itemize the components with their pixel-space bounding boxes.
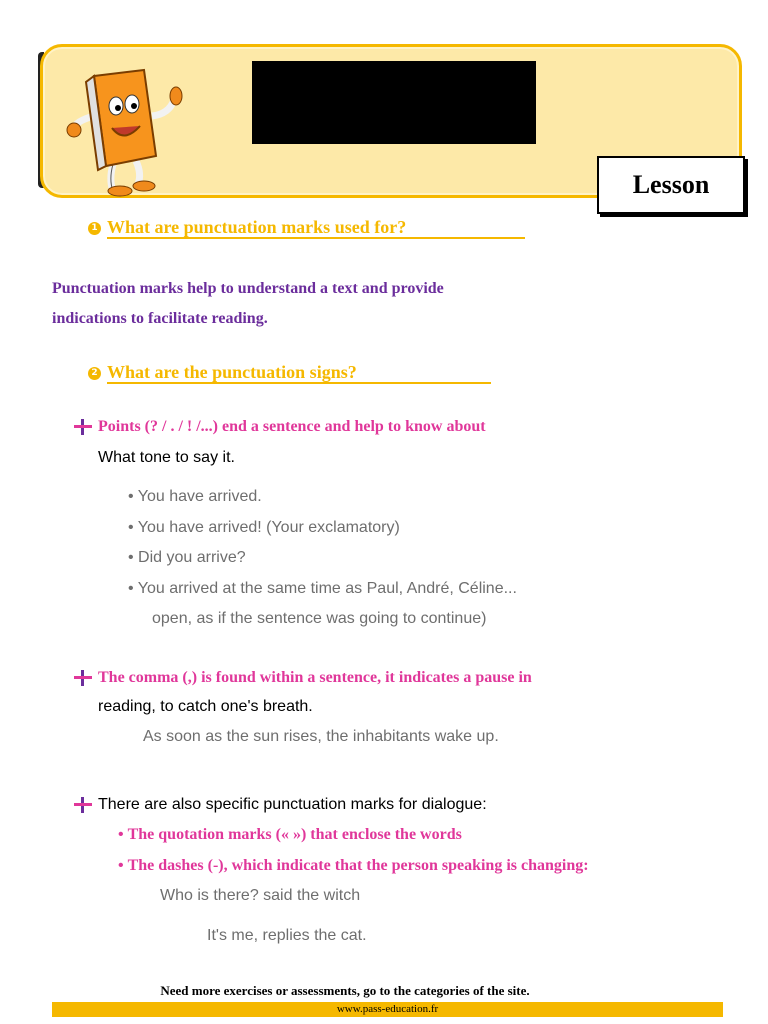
section-2-title: What are the punctuation signs?	[107, 362, 491, 384]
points-example-4: • You arrived at the same time as Paul, André, Céline...	[128, 580, 517, 597]
dialogue-item-2	[118, 857, 589, 875]
section-1-title: What are punctuation marks used for?	[107, 217, 525, 239]
dialogue-item-1-text: The quotation marks (« ») that enclose the words	[127, 826, 462, 843]
comma-continuation: reading, to catch one's breath.	[98, 698, 313, 715]
comma-bullet	[74, 669, 532, 687]
points-example-3: • Did you arrive?	[128, 549, 246, 566]
intro-line-2: indications to facilitate reading.	[52, 310, 268, 327]
points-example-note: open, as if the sentence was going to continue)	[152, 610, 487, 627]
points-lead: Points (? / . / ! /...) end a sentence and help to know about	[98, 418, 486, 435]
lesson-label: Lesson	[632, 170, 710, 199]
footer-url-link[interactable]: www.pass-education.fr	[336, 1003, 439, 1015]
points-continuation: What tone to say it.	[98, 449, 235, 466]
comma-lead: The comma (,) is found within a sentence, it indicates a pause in	[98, 669, 532, 686]
dialogue-bullet	[74, 796, 487, 814]
dialogue-item-2-text: The dashes (-), which indicate that the person speaking is changing:	[127, 857, 589, 874]
redacted-title-block	[252, 61, 536, 144]
section-2-heading	[88, 362, 491, 384]
dialogue-example-1: Who is there? said the witch	[160, 887, 361, 904]
section-1-heading	[88, 217, 525, 239]
lesson-label-box	[597, 156, 745, 214]
points-example-2: • You have arrived! (Your exclamatory)	[128, 519, 400, 536]
cross-bullet-icon	[74, 419, 92, 435]
points-example-1: • You have arrived.	[128, 488, 262, 505]
points-bullet	[74, 418, 486, 436]
footer-bar	[52, 1002, 723, 1017]
comma-example: As soon as the sun rises, the inhabitants wake up.	[143, 728, 499, 745]
section-number-badge: 2	[88, 367, 101, 380]
footer-text: Need more exercises or assessments, go to the categories of the site.	[160, 983, 530, 998]
bullet-dot: •	[118, 826, 124, 843]
cross-bullet-icon	[74, 670, 92, 686]
book-mascot-icon	[64, 66, 194, 198]
dialogue-lead: There are also specific punctuation marks for dialogue:	[98, 796, 487, 813]
section-number-badge: 1	[88, 222, 101, 235]
intro-line-1: Punctuation marks help to understand a text and provide	[52, 280, 444, 297]
cross-bullet-icon	[74, 797, 92, 813]
dialogue-item-1	[118, 826, 462, 844]
dialogue-example-2: It's me, replies the cat.	[207, 927, 367, 944]
bullet-dot: •	[118, 857, 124, 874]
